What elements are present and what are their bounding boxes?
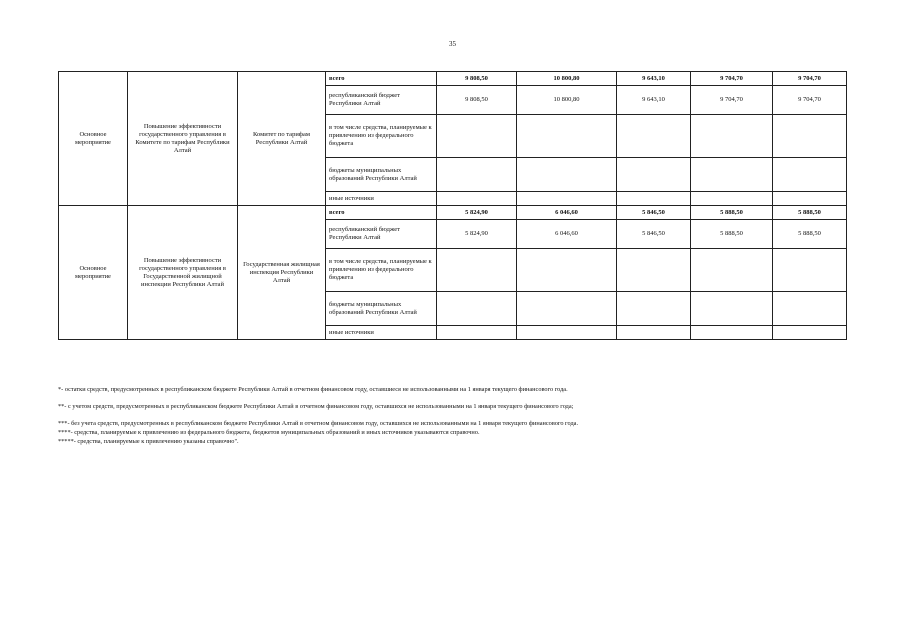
source-cell: бюджеты муниципальных образований Республики Алтай bbox=[326, 158, 437, 192]
value-cell: 10 800,80 bbox=[517, 72, 617, 86]
value-cell: 6 046,60 bbox=[517, 220, 617, 249]
budget-table bbox=[58, 71, 847, 340]
activity-name-cell: Повышение эффективности государственного управления в Государственной жилищной инспекции Республики Алтай bbox=[128, 206, 238, 340]
source-cell: в том числе средства, планируемые к привлечению из федерального бюджета bbox=[326, 249, 437, 292]
value-cell bbox=[773, 326, 847, 340]
activity-type-cell: Основное мероприятие bbox=[59, 72, 128, 206]
value-cell bbox=[617, 249, 691, 292]
value-cell bbox=[617, 326, 691, 340]
executor-cell: Комитет по тарифам Республики Алтай bbox=[238, 72, 326, 206]
value-cell: 9 704,70 bbox=[773, 72, 847, 86]
value-cell: 9 643,10 bbox=[617, 86, 691, 115]
source-cell: всего bbox=[326, 206, 437, 220]
value-cell bbox=[437, 115, 517, 158]
value-cell bbox=[617, 115, 691, 158]
value-cell: 5 888,50 bbox=[691, 220, 773, 249]
source-cell: бюджеты муниципальных образований Республики Алтай bbox=[326, 292, 437, 326]
value-cell bbox=[773, 115, 847, 158]
footnotes bbox=[58, 385, 858, 446]
value-cell bbox=[691, 192, 773, 206]
activity-type-cell: Основное мероприятие bbox=[59, 206, 128, 340]
value-cell bbox=[517, 158, 617, 192]
table-row bbox=[59, 72, 847, 86]
page-number: 35 bbox=[449, 40, 456, 48]
source-cell: в том числе средства, планируемые к привлечению из федерального бюджета bbox=[326, 115, 437, 158]
source-cell: всего bbox=[326, 72, 437, 86]
value-cell: 5 888,50 bbox=[773, 206, 847, 220]
value-cell bbox=[517, 115, 617, 158]
value-cell: 9 704,70 bbox=[691, 86, 773, 115]
activity-name-cell: Повышение эффективности государственного управления в Комитете по тарифам Республики Алтай bbox=[128, 72, 238, 206]
value-cell bbox=[617, 192, 691, 206]
value-cell: 10 800,80 bbox=[517, 86, 617, 115]
value-cell bbox=[437, 192, 517, 206]
value-cell bbox=[517, 192, 617, 206]
value-cell: 9 704,70 bbox=[691, 72, 773, 86]
table-row bbox=[59, 206, 847, 220]
value-cell: 5 888,50 bbox=[691, 206, 773, 220]
source-cell: иные источники bbox=[326, 192, 437, 206]
value-cell: 5 888,50 bbox=[773, 220, 847, 249]
value-cell bbox=[691, 115, 773, 158]
value-cell: 9 808,50 bbox=[437, 72, 517, 86]
source-cell: республиканский бюджет Республики Алтай bbox=[326, 220, 437, 249]
footnote: ****- средства, планируемые к привлечению из федерального бюджета, бюджетов муниципальных образований и иных источников указываются справочно. bbox=[58, 429, 480, 436]
footnote: *****- средства, планируемые к привлечению указаны справочно". bbox=[58, 438, 239, 445]
value-cell: 9 808,50 bbox=[437, 86, 517, 115]
value-cell bbox=[691, 249, 773, 292]
value-cell: 5 846,50 bbox=[617, 206, 691, 220]
source-cell: республиканский бюджет Республики Алтай bbox=[326, 86, 437, 115]
footnote: ***- без учета средств, предусмотренных в республиканском бюджете Республики Алтай в отчетном финансовом году, оставшихся не использованными на 1 января текущего финансового года. bbox=[58, 420, 579, 427]
executor-cell: Государственная жилищная инспекция Республики Алтай bbox=[238, 206, 326, 340]
value-cell bbox=[773, 292, 847, 326]
value-cell bbox=[437, 249, 517, 292]
value-cell bbox=[773, 192, 847, 206]
value-cell bbox=[437, 158, 517, 192]
value-cell bbox=[773, 249, 847, 292]
value-cell bbox=[517, 326, 617, 340]
source-cell: иные источники bbox=[326, 326, 437, 340]
value-cell: 5 824,90 bbox=[437, 220, 517, 249]
value-cell bbox=[691, 292, 773, 326]
value-cell bbox=[517, 292, 617, 326]
value-cell bbox=[617, 158, 691, 192]
value-cell bbox=[517, 249, 617, 292]
value-cell bbox=[691, 158, 773, 192]
value-cell: 9 704,70 bbox=[773, 86, 847, 115]
value-cell: 6 046,60 bbox=[517, 206, 617, 220]
value-cell bbox=[437, 292, 517, 326]
footnote: *- остатки средств, предусмотренных в республиканском бюджете Республики Алтай в отчетном финансовом году, оставшиеся не использованными на 1 января текущего финансового года. bbox=[58, 386, 568, 393]
value-cell: 9 643,10 bbox=[617, 72, 691, 86]
value-cell: 5 846,50 bbox=[617, 220, 691, 249]
value-cell: 5 824,90 bbox=[437, 206, 517, 220]
footnote: **- с учетом средств, предусмотренных в республиканском бюджете Республики Алтай в отчетном финансовом году, оставшихся не использованными на 1 января текущего финансового года; bbox=[58, 403, 574, 410]
value-cell bbox=[437, 326, 517, 340]
value-cell bbox=[691, 326, 773, 340]
value-cell bbox=[773, 158, 847, 192]
value-cell bbox=[617, 292, 691, 326]
